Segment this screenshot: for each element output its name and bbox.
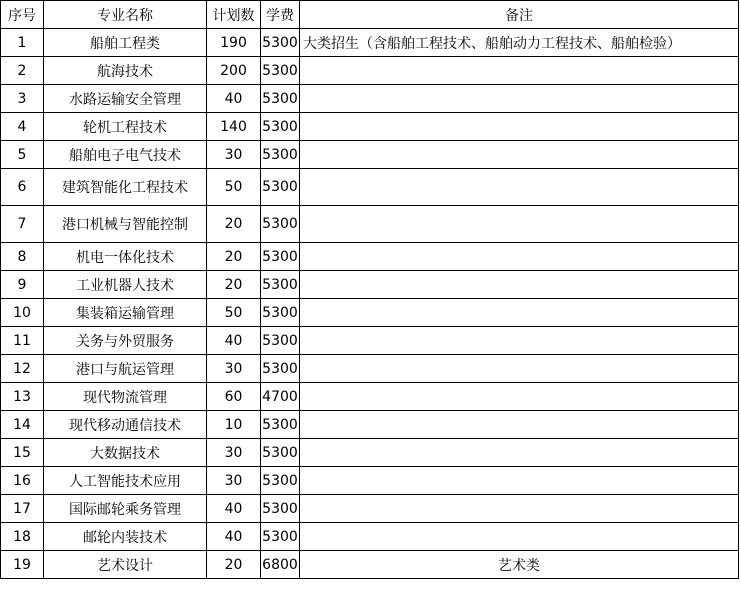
cell-plan-count: 200	[207, 57, 261, 85]
table-row	[1, 141, 739, 169]
cell-serial-number: 13	[1, 383, 44, 411]
cell-major-name: 船舶工程类	[44, 29, 207, 57]
cell-plan-count: 60	[207, 383, 261, 411]
cell-tuition: 5300	[261, 85, 300, 113]
cell-serial-number: 16	[1, 467, 44, 495]
cell-tuition: 5300	[261, 523, 300, 551]
cell-tuition: 5300	[261, 141, 300, 169]
cell-plan-count: 20	[207, 243, 261, 271]
cell-serial-number: 5	[1, 141, 44, 169]
cell-plan-count: 40	[207, 523, 261, 551]
cell-plan-count: 30	[207, 355, 261, 383]
cell-major-name: 水路运输安全管理	[44, 85, 207, 113]
cell-tuition: 5300	[261, 169, 300, 206]
cell-major-name: 轮机工程技术	[44, 113, 207, 141]
cell-major-name: 机电一体化技术	[44, 243, 207, 271]
cell-remark	[300, 57, 739, 85]
cell-plan-count: 20	[207, 271, 261, 299]
cell-serial-number: 9	[1, 271, 44, 299]
table-row	[1, 439, 739, 467]
cell-serial-number: 8	[1, 243, 44, 271]
cell-tuition: 6800	[261, 551, 300, 579]
cell-major-name: 航海技术	[44, 57, 207, 85]
cell-plan-count: 30	[207, 141, 261, 169]
cell-remark	[300, 271, 739, 299]
cell-plan-count: 40	[207, 495, 261, 523]
cell-major-name: 人工智能技术应用	[44, 467, 207, 495]
cell-remark	[300, 299, 739, 327]
table-row	[1, 383, 739, 411]
cell-serial-number: 14	[1, 411, 44, 439]
cell-tuition: 5300	[261, 355, 300, 383]
cell-serial-number: 10	[1, 299, 44, 327]
cell-remark	[300, 495, 739, 523]
table-row	[1, 355, 739, 383]
table-body	[1, 29, 739, 579]
cell-major-name: 港口机械与智能控制	[44, 206, 207, 243]
cell-serial-number: 3	[1, 85, 44, 113]
cell-tuition: 5300	[261, 327, 300, 355]
table-row	[1, 271, 739, 299]
cell-major-name: 现代移动通信技术	[44, 411, 207, 439]
cell-remark	[300, 523, 739, 551]
cell-serial-number: 12	[1, 355, 44, 383]
cell-remark	[300, 169, 739, 206]
cell-remark	[300, 467, 739, 495]
cell-plan-count: 10	[207, 411, 261, 439]
table-row	[1, 113, 739, 141]
cell-serial-number: 6	[1, 169, 44, 206]
table-row	[1, 299, 739, 327]
cell-tuition: 4700	[261, 383, 300, 411]
cell-major-name: 集装箱运输管理	[44, 299, 207, 327]
header-remark: 备注	[300, 1, 739, 29]
cell-serial-number: 18	[1, 523, 44, 551]
cell-major-name: 艺术设计	[44, 551, 207, 579]
header-plan-count: 计划数	[207, 1, 261, 29]
table-row	[1, 495, 739, 523]
cell-remark	[300, 85, 739, 113]
cell-serial-number: 17	[1, 495, 44, 523]
cell-tuition: 5300	[261, 411, 300, 439]
cell-plan-count: 30	[207, 467, 261, 495]
cell-serial-number: 2	[1, 57, 44, 85]
cell-tuition: 5300	[261, 467, 300, 495]
cell-remark	[300, 327, 739, 355]
table-row	[1, 57, 739, 85]
cell-tuition: 5300	[261, 495, 300, 523]
table-row	[1, 551, 739, 579]
table-row	[1, 327, 739, 355]
cell-tuition: 5300	[261, 439, 300, 467]
cell-remark	[300, 383, 739, 411]
cell-remark	[300, 113, 739, 141]
cell-major-name: 船舶电子电气技术	[44, 141, 207, 169]
cell-remark	[300, 411, 739, 439]
cell-serial-number: 11	[1, 327, 44, 355]
cell-serial-number: 4	[1, 113, 44, 141]
cell-tuition: 5300	[261, 206, 300, 243]
cell-plan-count: 50	[207, 169, 261, 206]
cell-plan-count: 190	[207, 29, 261, 57]
cell-tuition: 5300	[261, 57, 300, 85]
cell-major-name: 大数据技术	[44, 439, 207, 467]
table-row	[1, 523, 739, 551]
header-tuition: 学费	[261, 1, 300, 29]
cell-plan-count: 40	[207, 327, 261, 355]
cell-remark	[300, 243, 739, 271]
cell-tuition: 5300	[261, 243, 300, 271]
cell-remark	[300, 355, 739, 383]
cell-plan-count: 140	[207, 113, 261, 141]
cell-remark: 艺术类	[300, 551, 739, 579]
header-major-name: 专业名称	[44, 1, 207, 29]
cell-remark	[300, 141, 739, 169]
cell-tuition: 5300	[261, 299, 300, 327]
header-serial-number: 序号	[1, 1, 44, 29]
cell-remark: 大类招生（含船舶工程技术、船舶动力工程技术、船舶检验）	[300, 29, 739, 57]
cell-major-name: 建筑智能化工程技术	[44, 169, 207, 206]
cell-plan-count: 50	[207, 299, 261, 327]
table-row	[1, 243, 739, 271]
cell-major-name: 现代物流管理	[44, 383, 207, 411]
cell-major-name: 关务与外贸服务	[44, 327, 207, 355]
cell-major-name: 邮轮内装技术	[44, 523, 207, 551]
cell-remark	[300, 206, 739, 243]
cell-major-name: 工业机器人技术	[44, 271, 207, 299]
cell-plan-count: 20	[207, 551, 261, 579]
cell-major-name: 国际邮轮乘务管理	[44, 495, 207, 523]
cell-tuition: 5300	[261, 271, 300, 299]
cell-major-name: 港口与航运管理	[44, 355, 207, 383]
cell-plan-count: 30	[207, 439, 261, 467]
cell-serial-number: 19	[1, 551, 44, 579]
cell-plan-count: 40	[207, 85, 261, 113]
cell-plan-count: 20	[207, 206, 261, 243]
table-row	[1, 411, 739, 439]
header-row	[1, 1, 739, 29]
cell-serial-number: 1	[1, 29, 44, 57]
table-row	[1, 85, 739, 113]
cell-remark	[300, 439, 739, 467]
cell-tuition: 5300	[261, 29, 300, 57]
cell-serial-number: 7	[1, 206, 44, 243]
cell-tuition: 5300	[261, 113, 300, 141]
table-row	[1, 29, 739, 57]
table-row	[1, 467, 739, 495]
table-row	[1, 206, 739, 243]
cell-serial-number: 15	[1, 439, 44, 467]
table-row	[1, 169, 739, 206]
